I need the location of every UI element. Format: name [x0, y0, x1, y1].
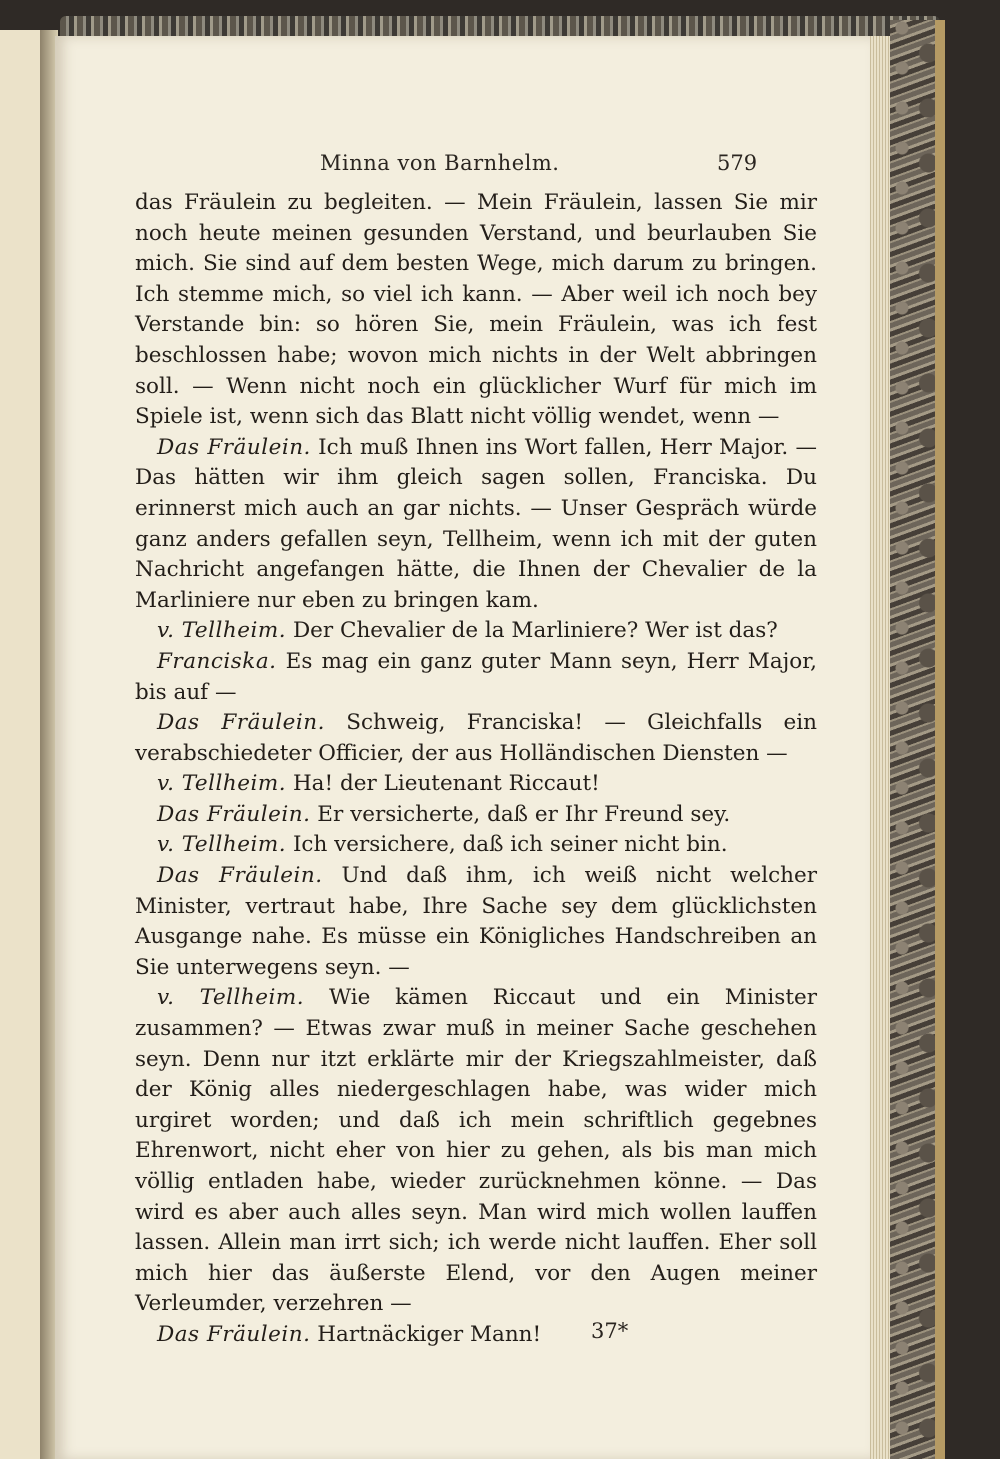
speaker-name: v. Tellheim. [157, 985, 305, 1011]
paragraph-text: Ich muß Ihnen ins Wort fallen, Herr Major. — Das hätten wir ihm gleich sagen sollen, Franciska. Du erinnerst mich auch an gar nichts. — Unser Gespräch würde ganz anders gefallen seyn, Tellheim, wenn ich mit der guten Nachricht angefangen hätte, die Ihnen der Chevalier de la Marliniere nur eben zu bringen kam. [135, 434, 817, 613]
speaker-name: v. Tellheim. [157, 771, 287, 797]
paragraph-text: Ich versichere, daß ich seiner nicht bin. [292, 832, 728, 858]
paragraph-text: Schweig, Franciska! — Gleichfalls ein verabschiedeter Officier, der aus Holländischen Diensten — [135, 710, 817, 766]
paragraph-6 [135, 769, 817, 800]
paragraph-4 [135, 647, 817, 708]
paragraph-7 [135, 800, 817, 831]
paragraph-10 [135, 983, 817, 1320]
printer-signature: 37* [591, 1319, 629, 1343]
paragraph-text: das Fräulein zu begleiten. — Mein Fräulein, lassen Sie mir noch heute meinen gesunden Verstand, und beurlauben Sie mich. Sie sind auf dem besten Wege, mich darum zu bringen. Ich stemme mich, so viel ich kann. — Aber weil ich noch bey Verstande bin: so hören Sie, mein Fräulein, was ich fest beschlossen habe; wovon mich nichts in der Welt abbringen soll. — Wenn nicht noch ein glücklicher Wurf für mich im Spiele ist, wenn sich das Blatt nicht völlig wendet, wenn — [135, 190, 817, 430]
paragraph-text: Es mag ein ganz guter Mann seyn, Herr Major, bis auf — [135, 648, 818, 705]
paragraph-text: Ha! der Lieutenant Riccaut! [292, 771, 600, 797]
paragraph-5 [135, 708, 817, 769]
speaker-name: Das Fräulein. [157, 434, 311, 460]
paragraph-8 [135, 830, 817, 861]
book-page [55, 36, 870, 1459]
paragraph-9 [135, 861, 817, 983]
paragraph-3 [135, 616, 817, 647]
speaker-name: Franciska. [157, 648, 277, 674]
paragraph-2 [135, 433, 817, 617]
paragraph-11 [135, 1320, 817, 1351]
paragraph-1 [135, 188, 817, 433]
speaker-name: Das Fräulein. [157, 1321, 311, 1347]
paragraph-text: Und daß ihm, ich weiß nicht welcher Minister, vertraut habe, Ihre Sache sey dem glücklichsten Ausgange nahe. Es müsse ein Königliches Handschreiben an Sie unterwegens seyn. — [135, 863, 817, 980]
speaker-name: v. Tellheim. [157, 832, 287, 858]
speaker-name: Das Fräulein. [157, 801, 311, 827]
paragraph-text: Der Chevalier de la Marliniere? Wer ist das? [292, 618, 778, 644]
paragraph-text: Wie kämen Riccaut und ein Minister zusammen? — Etwas zwar muß in meiner Sache geschehen seyn. Denn nur itzt erklärte mir der Kriegszahlmeister, daß der König alles niedergeschlagen habe, was wider mich urgiret worden; und daß ich mein schriftlich gegebnes Ehrenwort, nicht eher von hier zu gehen, als bis man mich völlig entladen habe, wieder zurücknehmen könne. — Das wird es aber auch alles seyn. Man wird mich wollen lauffen lassen. Allein man irrt sich; ich werde nicht lauffen. Eher soll mich hier das äußerste Elend, vor den Augen meiner Verleumder, verzehren — [135, 985, 817, 1317]
page-stack-edge [868, 36, 890, 1459]
speaker-name: Das Fräulein. [157, 710, 325, 736]
cover-edge [935, 20, 945, 1459]
running-title: Minna von Barnhelm. [320, 151, 560, 175]
page-body [135, 188, 817, 1351]
speaker-name: v. Tellheim. [157, 618, 287, 644]
speaker-name: Das Fräulein. [157, 863, 323, 889]
page-number: 579 [717, 151, 758, 175]
paragraph-text: Er versicherte, daß er Ihr Freund sey. [317, 801, 731, 827]
paragraph-text: Hartnäckiger Mann! [317, 1321, 542, 1347]
